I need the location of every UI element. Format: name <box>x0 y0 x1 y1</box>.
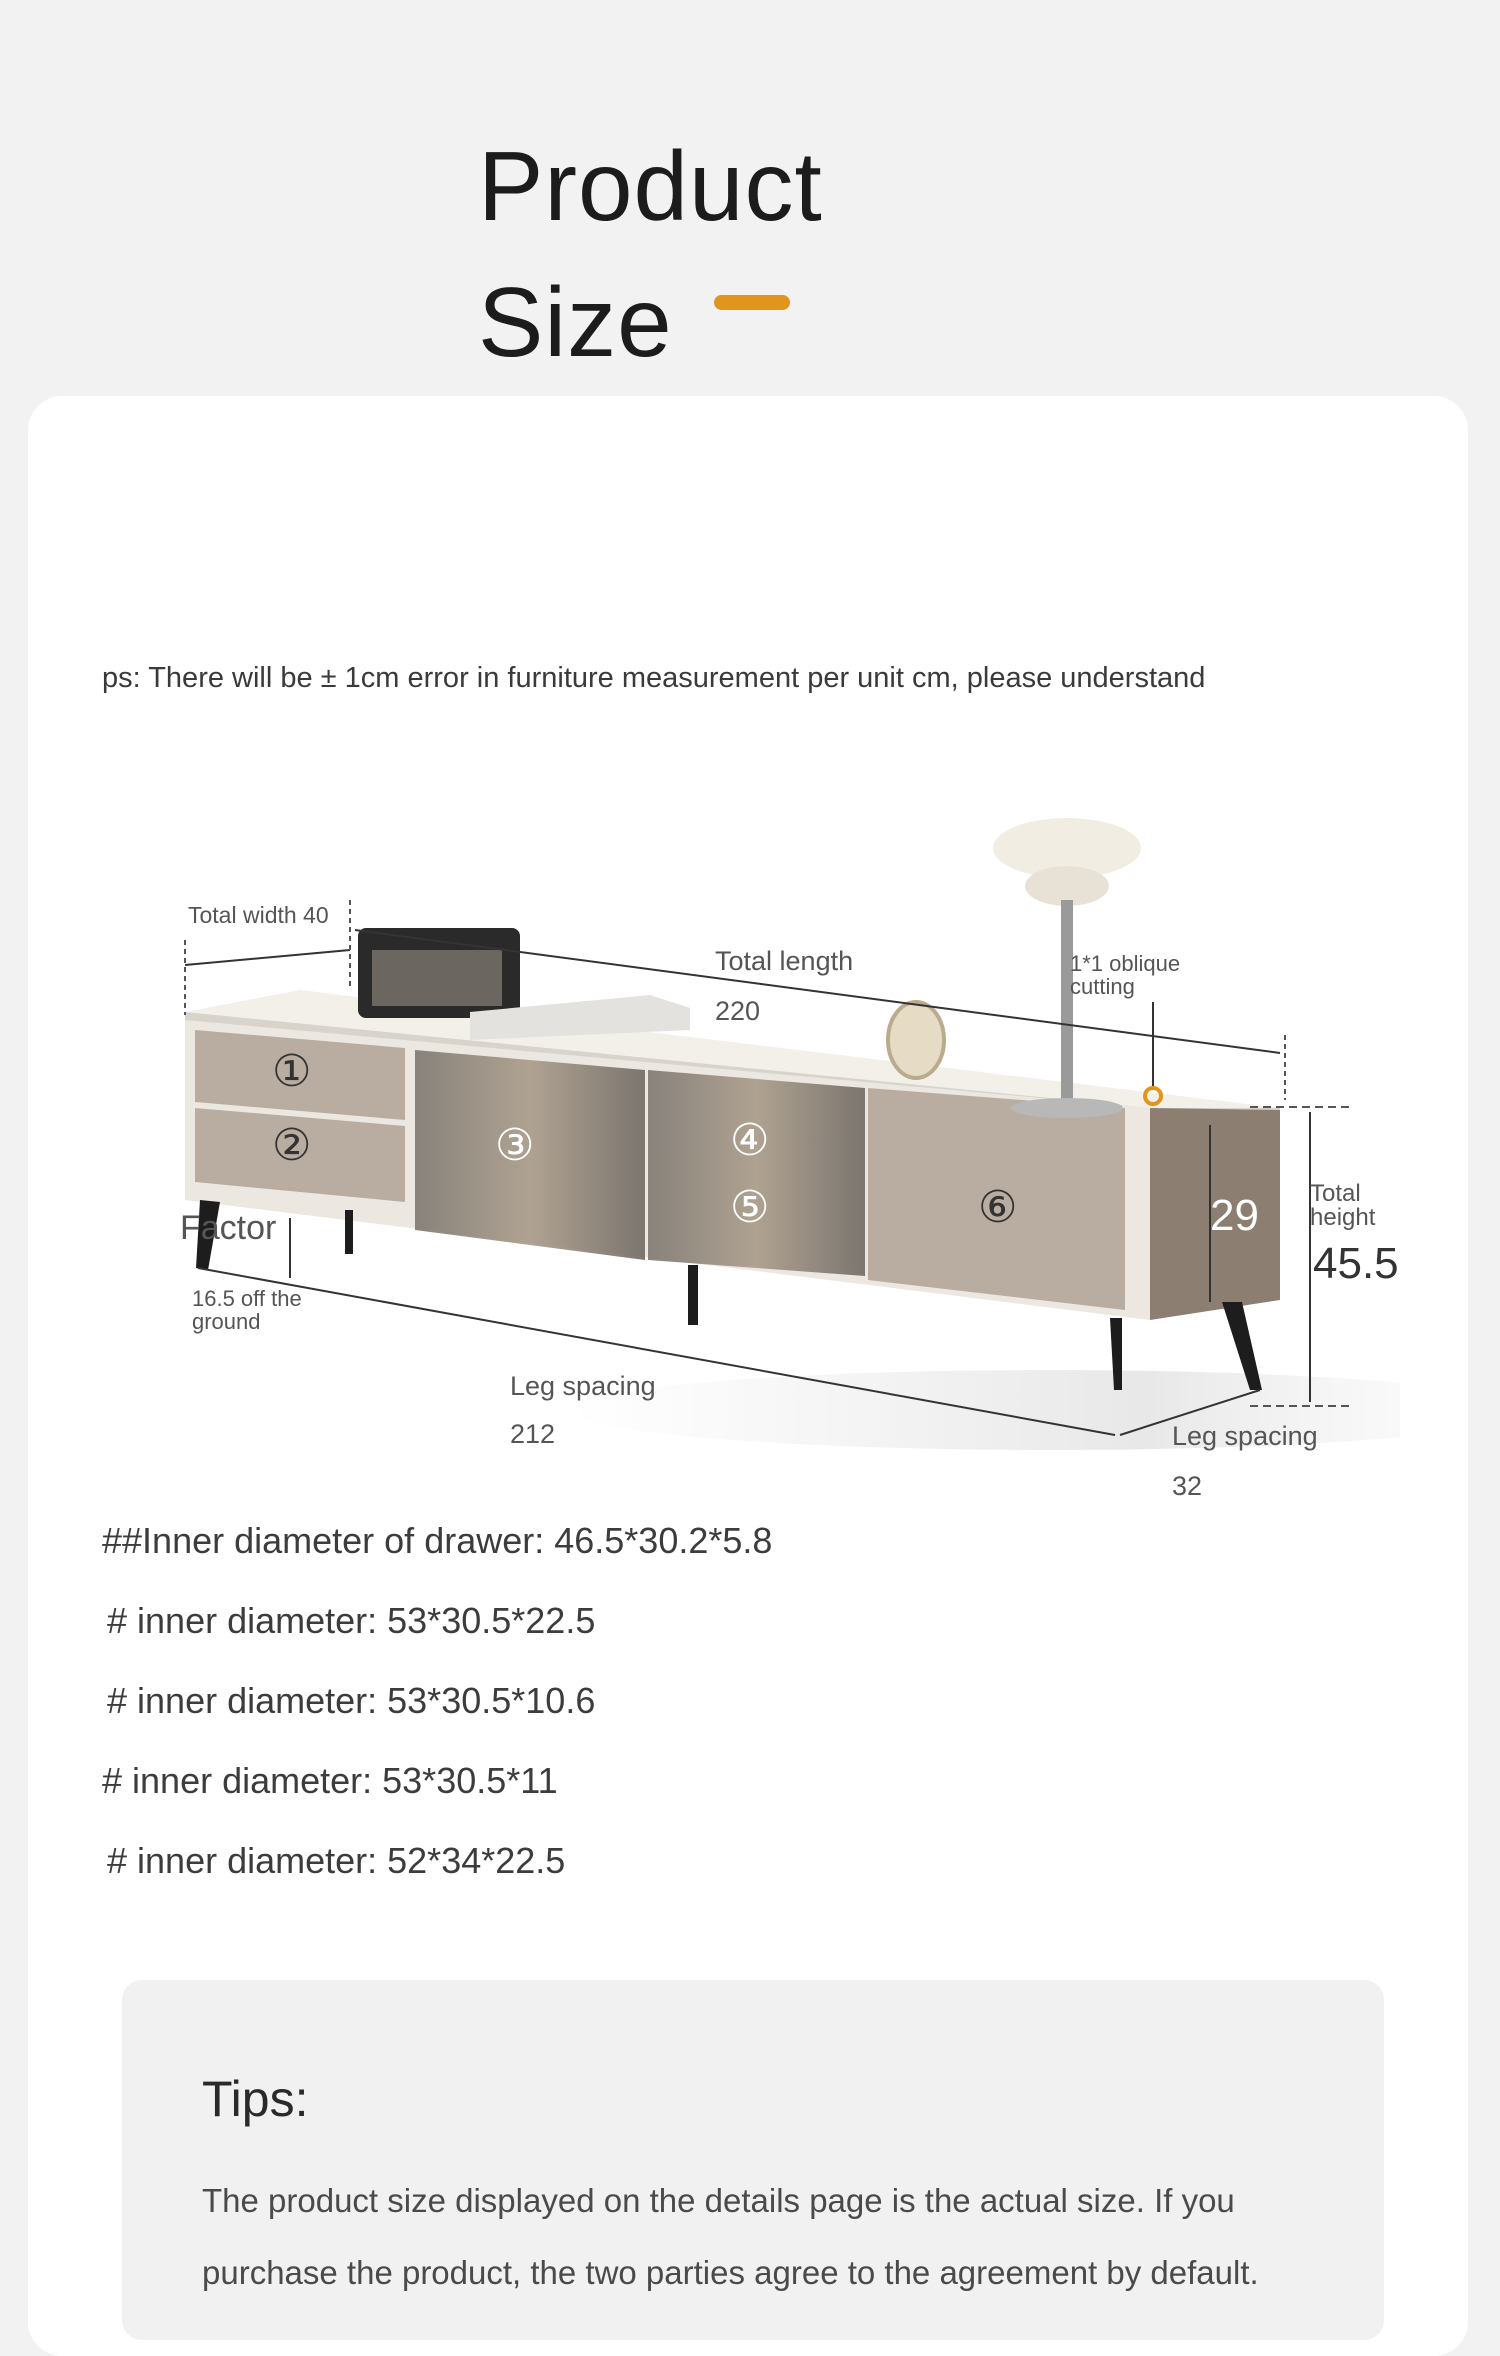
leg-middle <box>688 1265 698 1325</box>
compartment-1-number: ① <box>272 1047 312 1096</box>
title-line-1: Product <box>478 131 823 241</box>
spec-inner-diameter-5: # inner diameter: 52*34*22.5 <box>107 1840 566 1881</box>
leg-spacing-long-label: Leg spacing <box>510 1371 656 1401</box>
leg-spacing-long-value: 212 <box>510 1419 556 1449</box>
total-length-value: 220 <box>715 996 761 1026</box>
title-accent-bar <box>714 295 790 310</box>
ground-clearance-label-1: 16.5 off the <box>192 1286 302 1311</box>
clock <box>888 1002 944 1078</box>
tips-title: Tips: <box>202 2071 309 2127</box>
total-height-label-1: Total <box>1310 1180 1361 1207</box>
tips-box <box>122 1980 1384 2340</box>
compartment-2-number: ② <box>272 1121 312 1170</box>
factor-label: Factor <box>180 1209 277 1247</box>
leg-spacing-short-label: Leg spacing <box>1172 1421 1318 1451</box>
oblique-cutting-label-1: 1*1 oblique <box>1070 951 1181 976</box>
lamp-stem <box>1061 900 1073 1100</box>
total-height-label-2: height <box>1310 1204 1376 1231</box>
spec-inner-diameter-3: # inner diameter: 53*30.5*10.6 <box>107 1680 596 1721</box>
total-width-label: Total width 40 <box>188 902 329 928</box>
inner-height-value: 29 <box>1210 1191 1259 1240</box>
tips-text: The product size displayed on the details page is the actual size. If you purchase the product, the two parties agree to the agreement by default. <box>202 2182 1259 2291</box>
spec-inner-diameter-2: # inner diameter: 53*30.5*22.5 <box>107 1600 596 1641</box>
leg-spacing-short-value: 32 <box>1172 1471 1203 1501</box>
compartment-6-number: ⑥ <box>978 1183 1018 1232</box>
width-arrow <box>185 950 350 965</box>
compartment-5-number: ⑤ <box>730 1183 770 1232</box>
spec-drawer-inner-diameter: ##Inner diameter of drawer: 46.5*30.2*5.8 <box>102 1520 773 1561</box>
compartment-3-number: ③ <box>495 1121 535 1170</box>
ground-clearance-label-2: ground <box>192 1309 261 1334</box>
total-height-value: 45.5 <box>1313 1239 1399 1288</box>
title-line-2: Size <box>478 267 673 377</box>
tv-cabinet-diagram <box>150 790 1400 1520</box>
page-title <box>478 118 823 390</box>
oblique-cutting-label-2: cutting <box>1070 974 1135 999</box>
measurement-note: ps: There will be ± 1cm error in furniture measurement per unit cm, please understand <box>102 662 1206 694</box>
spec-inner-diameter-4: # inner diameter: 53*30.5*11 <box>102 1760 558 1801</box>
compartment-4-number: ④ <box>730 1116 770 1165</box>
tv-cabinet-illustration <box>150 790 1400 1520</box>
speaker-grille <box>372 950 502 1006</box>
lamp-base <box>1011 1098 1123 1118</box>
glass-door-right <box>648 1070 865 1276</box>
leg-back-left <box>345 1210 353 1254</box>
total-length-label: Total length <box>715 946 854 976</box>
